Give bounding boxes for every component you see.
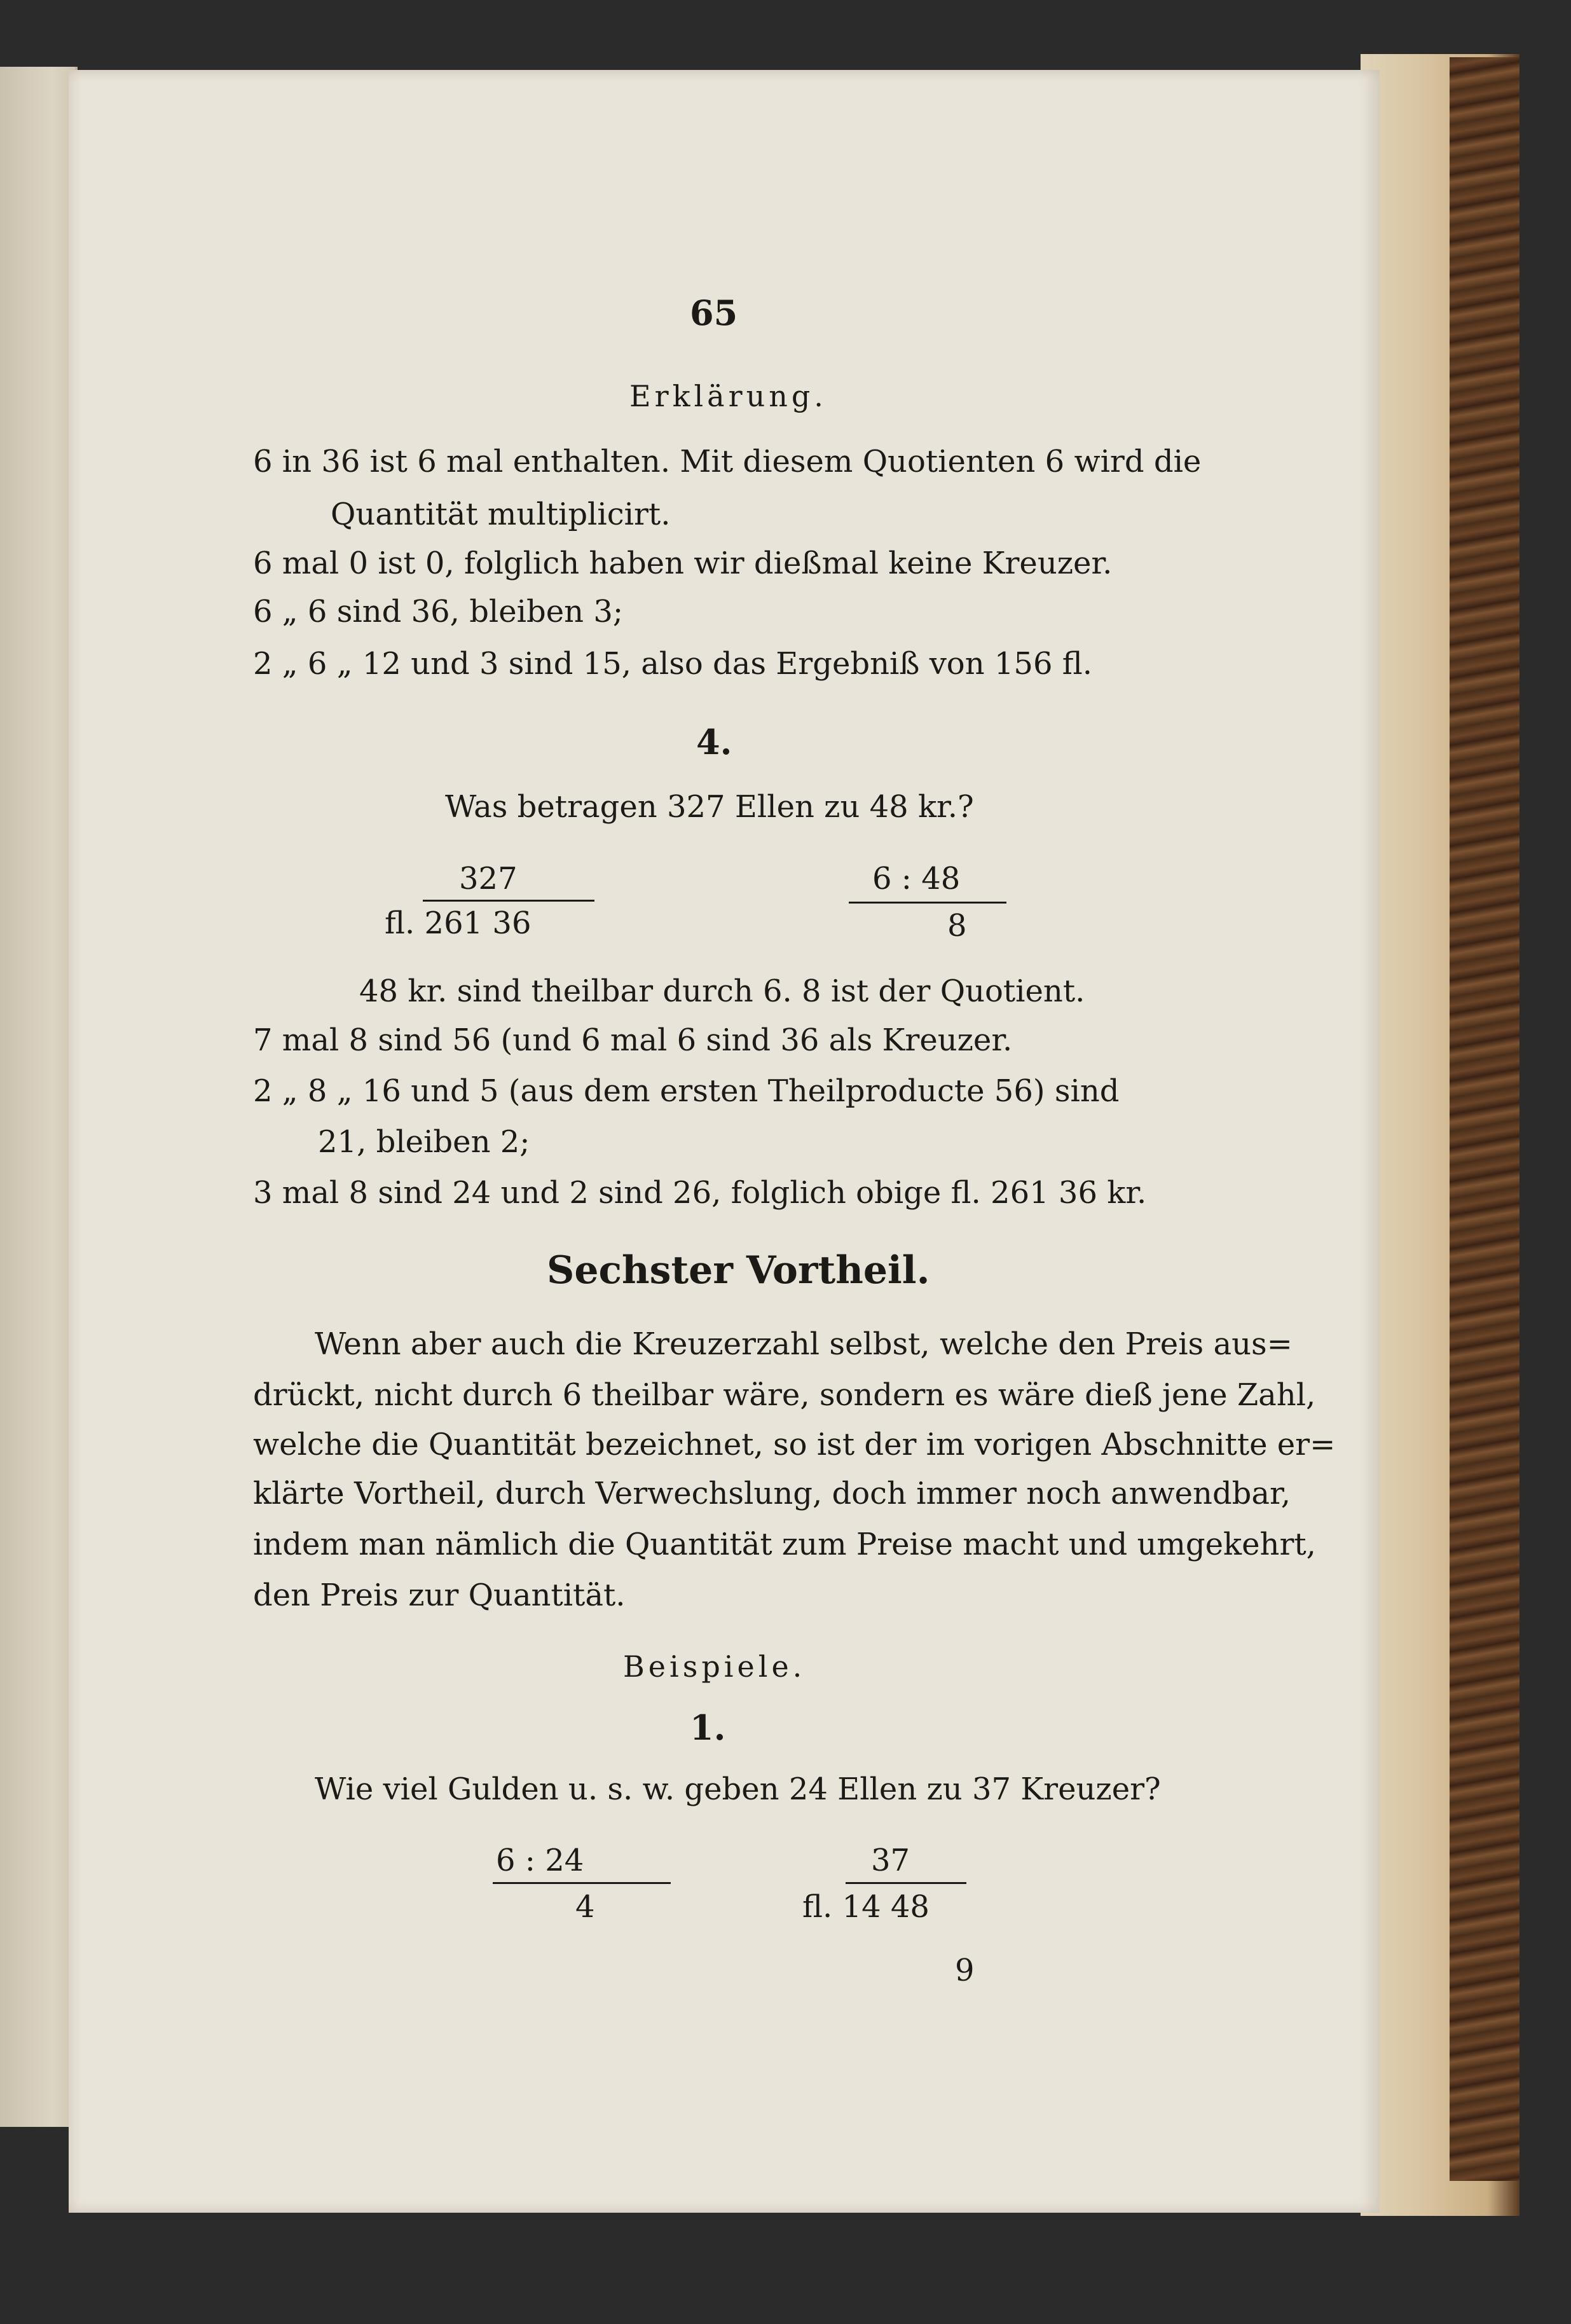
calc-left-top: 327 xyxy=(459,861,518,897)
calc-right-rule xyxy=(849,902,1006,904)
calc-left-bottom: 4 xyxy=(575,1889,595,1925)
calc-right-rule xyxy=(846,1882,966,1884)
page-number: 65 xyxy=(690,292,738,333)
examples-heading: Beispiele. xyxy=(623,1649,806,1684)
book-binding xyxy=(1450,57,1520,2181)
calc-right-top: 6 : 48 xyxy=(872,861,961,897)
paragraph-line: drückt, nicht durch 6 theilbar wäre, sondern es wäre dieß jene Zahl, xyxy=(253,1377,1316,1413)
calc-right-top: 37 xyxy=(871,1843,910,1878)
text-line: 2 „ 8 „ 16 und 5 (aus dem ersten Theilproducte 56) sind xyxy=(253,1073,1120,1109)
calc-right-bottom: 8 xyxy=(947,908,967,944)
signature-mark: 9 xyxy=(955,1953,975,1988)
calc-left-top: 6 : 24 xyxy=(496,1843,584,1878)
text-line: 2 „ 6 „ 12 und 3 sind 15, also das Ergebniß von 156 fl. xyxy=(253,646,1093,682)
text-line: 6 mal 0 ist 0, folglich haben wir dießmal keine Kreuzer. xyxy=(253,546,1113,581)
text-line: Quantität multiplicirt. xyxy=(331,497,671,532)
paragraph-line: Wenn aber auch die Kreuzerzahl selbst, welche den Preis aus= xyxy=(315,1326,1293,1362)
calc-left-bottom: fl. 261 36 xyxy=(385,905,532,941)
paragraph-line: klärte Vortheil, durch Verwechslung, doch immer noch anwendbar, xyxy=(253,1476,1291,1511)
calc-left-rule xyxy=(493,1882,671,1884)
calc-right-bottom: fl. 14 48 xyxy=(802,1889,930,1925)
text-line: 48 kr. sind theilbar durch 6. 8 ist der Quotient. xyxy=(359,973,1085,1009)
paragraph-line: welche die Quantität bezeichnet, so ist der im vorigen Abschnitte er= xyxy=(253,1427,1336,1462)
paragraph-line: den Preis zur Quantität. xyxy=(253,1578,626,1613)
example-number: 4. xyxy=(696,722,732,762)
section-heading-erklaerung: Erklärung. xyxy=(629,379,827,413)
calc-left-rule xyxy=(423,900,594,902)
example-question: Wie viel Gulden u. s. w. geben 24 Ellen zu 37 Kreuzer? xyxy=(315,1771,1161,1807)
text-line: 3 mal 8 sind 24 und 2 sind 26, folglich obige fl. 261 36 kr. xyxy=(253,1175,1147,1211)
text-line: 7 mal 8 sind 56 (und 6 mal 6 sind 36 als Kreuzer. xyxy=(253,1022,1013,1058)
example-question: Was betragen 327 Ellen zu 48 kr.? xyxy=(445,789,974,825)
section-heading-sechster-vortheil: Sechster Vortheil. xyxy=(547,1248,930,1293)
text-line: 6 in 36 ist 6 mal enthalten. Mit diesem Quotienten 6 wird die xyxy=(253,444,1202,479)
text-line: 21, bleiben 2; xyxy=(318,1124,530,1160)
example-number: 1. xyxy=(690,1707,726,1748)
text-line: 6 „ 6 sind 36, bleiben 3; xyxy=(253,594,624,629)
left-page-edge xyxy=(0,67,78,2127)
paragraph-line: indem man nämlich die Quantität zum Preise macht und umgekehrt, xyxy=(253,1527,1316,1562)
